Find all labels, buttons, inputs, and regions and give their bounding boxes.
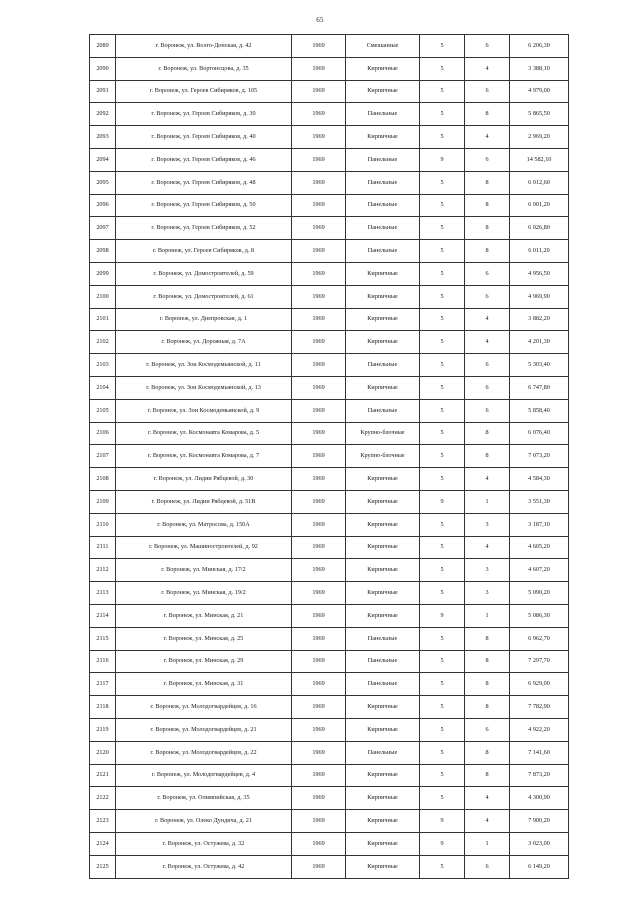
floors-cell: 5 xyxy=(420,855,465,878)
wall-material-cell: Кирпичные xyxy=(346,331,420,354)
area-cell: 3 388,10 xyxy=(510,57,569,80)
row-number-cell: 2121 xyxy=(90,764,116,787)
address-cell: г. Воронеж, ул. Героев Сибиряков, д. 52 xyxy=(116,217,292,240)
wall-material-cell: Панельные xyxy=(346,399,420,422)
floors-cell: 5 xyxy=(420,103,465,126)
floors-cell: 5 xyxy=(420,422,465,445)
entrances-cell: 8 xyxy=(465,445,510,468)
table-row xyxy=(90,103,569,126)
floors-cell: 5 xyxy=(420,262,465,285)
row-number-cell: 2119 xyxy=(90,718,116,741)
year-built-cell: 1969 xyxy=(292,468,346,491)
table-row xyxy=(90,810,569,833)
year-built-cell: 1969 xyxy=(292,582,346,605)
year-built-cell: 1969 xyxy=(292,696,346,719)
table-row xyxy=(90,194,569,217)
page-number: 65 xyxy=(316,16,324,24)
wall-material-cell: Кирпичные xyxy=(346,126,420,149)
area-cell: 6 149,20 xyxy=(510,855,569,878)
address-cell: г. Воронеж, ул. Домостроителей, д. 59 xyxy=(116,262,292,285)
floors-cell: 9 xyxy=(420,148,465,171)
wall-material-cell: Кирпичные xyxy=(346,855,420,878)
year-built-cell: 1969 xyxy=(292,445,346,468)
table-row xyxy=(90,217,569,240)
year-built-cell: 1969 xyxy=(292,787,346,810)
table-row xyxy=(90,513,569,536)
floors-cell: 5 xyxy=(420,331,465,354)
address-cell: г. Воронеж, ул. Вортонсцова, д. 35 xyxy=(116,57,292,80)
row-number-cell: 2111 xyxy=(90,536,116,559)
address-cell: г. Воронеж, ул. Минская, д. 25 xyxy=(116,627,292,650)
year-built-cell: 1969 xyxy=(292,240,346,263)
area-cell: 7 873,20 xyxy=(510,764,569,787)
table-row xyxy=(90,468,569,491)
entrances-cell: 6 xyxy=(465,80,510,103)
entrances-cell: 3 xyxy=(465,582,510,605)
year-built-cell: 1969 xyxy=(292,399,346,422)
area-cell: 7 782,90 xyxy=(510,696,569,719)
wall-material-cell: Кирпичные xyxy=(346,832,420,855)
year-built-cell: 1969 xyxy=(292,331,346,354)
area-cell: 2 969,20 xyxy=(510,126,569,149)
table-row xyxy=(90,126,569,149)
table-row xyxy=(90,445,569,468)
wall-material-cell: Панельные xyxy=(346,673,420,696)
row-number-cell: 2104 xyxy=(90,376,116,399)
entrances-cell: 4 xyxy=(465,331,510,354)
row-number-cell: 2103 xyxy=(90,354,116,377)
year-built-cell: 1969 xyxy=(292,285,346,308)
wall-material-cell: Кирпичные xyxy=(346,490,420,513)
row-number-cell: 2105 xyxy=(90,399,116,422)
year-built-cell: 1969 xyxy=(292,627,346,650)
table-row xyxy=(90,673,569,696)
row-number-cell: 2117 xyxy=(90,673,116,696)
wall-material-cell: Кирпичные xyxy=(346,696,420,719)
wall-material-cell: Кирпичные xyxy=(346,764,420,787)
wall-material-cell: Кирпичные xyxy=(346,80,420,103)
row-number-cell: 2112 xyxy=(90,559,116,582)
address-cell: г. Воронеж, ул. Олимпийская, д. 35 xyxy=(116,787,292,810)
address-cell: г. Воронеж, ул. Героев Сибиряков, д. 105 xyxy=(116,80,292,103)
table-row xyxy=(90,696,569,719)
wall-material-cell: Панельные xyxy=(346,354,420,377)
row-number-cell: 2098 xyxy=(90,240,116,263)
area-cell: 3 551,30 xyxy=(510,490,569,513)
housing-registry-table xyxy=(89,34,569,879)
row-number-cell: 2107 xyxy=(90,445,116,468)
address-cell: г. Воронеж, ул. Молодогвардейцев, д. 16 xyxy=(116,696,292,719)
row-number-cell: 2096 xyxy=(90,194,116,217)
year-built-cell: 1969 xyxy=(292,650,346,673)
floors-cell: 5 xyxy=(420,285,465,308)
table-row xyxy=(90,718,569,741)
address-cell: г. Воронеж, ул. Молодогвардейцев, д. 21 xyxy=(116,718,292,741)
address-cell: г. Воронеж, ул. Героев Сибиряков, д. 30 xyxy=(116,103,292,126)
wall-material-cell: Панельные xyxy=(346,103,420,126)
floors-cell: 5 xyxy=(420,696,465,719)
address-cell: г. Воронеж, ул. Зои Космодемьянской, д. 9 xyxy=(116,399,292,422)
wall-material-cell: Кирпичные xyxy=(346,285,420,308)
address-cell: г. Воронеж, ул. Домостроителей, д. 61 xyxy=(116,285,292,308)
table-row xyxy=(90,490,569,513)
floors-cell: 9 xyxy=(420,604,465,627)
year-built-cell: 1969 xyxy=(292,376,346,399)
floors-cell: 5 xyxy=(420,376,465,399)
wall-material-cell: Кирпичные xyxy=(346,57,420,80)
year-built-cell: 1969 xyxy=(292,855,346,878)
address-cell: г. Воронеж, ул. Героев Сибиряков, д. 8 xyxy=(116,240,292,263)
address-cell: г. Воронеж, ул. Героев Сибиряков, д. 48 xyxy=(116,171,292,194)
entrances-cell: 4 xyxy=(465,57,510,80)
entrances-cell: 8 xyxy=(465,422,510,445)
floors-cell: 5 xyxy=(420,741,465,764)
address-cell: г. Воронеж, ул. Героев Сибиряков, д. 40 xyxy=(116,126,292,149)
wall-material-cell: Панельные xyxy=(346,148,420,171)
address-cell: г. Воронеж, ул. Днепровская, д. 1 xyxy=(116,308,292,331)
entrances-cell: 1 xyxy=(465,490,510,513)
address-cell: г. Воронеж, ул. Зои Космодемьянской, д. 11 xyxy=(116,354,292,377)
table-row xyxy=(90,240,569,263)
area-cell: 4 956,50 xyxy=(510,262,569,285)
address-cell: г. Воронеж, ул. Лидии Рябцевой, д. 51В xyxy=(116,490,292,513)
row-number-cell: 2099 xyxy=(90,262,116,285)
entrances-cell: 4 xyxy=(465,787,510,810)
table-row xyxy=(90,422,569,445)
row-number-cell: 2089 xyxy=(90,35,116,58)
row-number-cell: 2116 xyxy=(90,650,116,673)
table-row xyxy=(90,148,569,171)
address-cell: г. Воронеж, ул. Минская, д. 17/2 xyxy=(116,559,292,582)
year-built-cell: 1969 xyxy=(292,513,346,536)
entrances-cell: 8 xyxy=(465,217,510,240)
area-cell: 4 922,20 xyxy=(510,718,569,741)
entrances-cell: 1 xyxy=(465,604,510,627)
table-row xyxy=(90,741,569,764)
area-cell: 5 858,40 xyxy=(510,399,569,422)
table-row xyxy=(90,604,569,627)
wall-material-cell: Смешанные xyxy=(346,35,420,58)
wall-material-cell: Кирпичные xyxy=(346,262,420,285)
wall-material-cell: Кирпичные xyxy=(346,718,420,741)
address-cell: г. Воронеж, ул. Лидии Рябцевой, д. 30 xyxy=(116,468,292,491)
year-built-cell: 1969 xyxy=(292,171,346,194)
table-row xyxy=(90,582,569,605)
year-built-cell: 1969 xyxy=(292,262,346,285)
area-cell: 14 582,10 xyxy=(510,148,569,171)
table-row xyxy=(90,354,569,377)
address-cell: г. Воронеж, ул. Минская, д. 21 xyxy=(116,604,292,627)
address-cell: г. Воронеж, ул. Героев Сибиряков, д. 50 xyxy=(116,194,292,217)
table-row xyxy=(90,399,569,422)
address-cell: г. Воронеж, ул. Минская, д. 29 xyxy=(116,650,292,673)
floors-cell: 5 xyxy=(420,35,465,58)
year-built-cell: 1969 xyxy=(292,422,346,445)
address-cell: г. Воронеж, ул. Остужева, д. 32 xyxy=(116,832,292,855)
entrances-cell: 6 xyxy=(465,262,510,285)
entrances-cell: 1 xyxy=(465,832,510,855)
area-cell: 4 584,30 xyxy=(510,468,569,491)
floors-cell: 5 xyxy=(420,171,465,194)
table-row xyxy=(90,559,569,582)
area-cell: 3 882,20 xyxy=(510,308,569,331)
wall-material-cell: Кирпичные xyxy=(346,604,420,627)
year-built-cell: 1969 xyxy=(292,604,346,627)
entrances-cell: 8 xyxy=(465,194,510,217)
row-number-cell: 2100 xyxy=(90,285,116,308)
table-row xyxy=(90,832,569,855)
entrances-cell: 6 xyxy=(465,718,510,741)
address-cell: г. Воронеж, ул. Волго-Донская, д. 42 xyxy=(116,35,292,58)
address-cell: г. Воронеж, ул. Зои Космодемьянской, д. 13 xyxy=(116,376,292,399)
row-number-cell: 2115 xyxy=(90,627,116,650)
year-built-cell: 1969 xyxy=(292,103,346,126)
table-row xyxy=(90,787,569,810)
area-cell: 6 011,20 xyxy=(510,240,569,263)
area-cell: 7 297,70 xyxy=(510,650,569,673)
row-number-cell: 2108 xyxy=(90,468,116,491)
entrances-cell: 6 xyxy=(465,855,510,878)
entrances-cell: 8 xyxy=(465,650,510,673)
entrances-cell: 8 xyxy=(465,627,510,650)
row-number-cell: 2125 xyxy=(90,855,116,878)
table-row xyxy=(90,376,569,399)
table-row xyxy=(90,285,569,308)
row-number-cell: 2109 xyxy=(90,490,116,513)
address-cell: г. Воронеж, ул. Матросова, д. 150А xyxy=(116,513,292,536)
floors-cell: 5 xyxy=(420,354,465,377)
row-number-cell: 2114 xyxy=(90,604,116,627)
area-cell: 6 962,70 xyxy=(510,627,569,650)
floors-cell: 5 xyxy=(420,399,465,422)
floors-cell: 5 xyxy=(420,57,465,80)
wall-material-cell: Панельные xyxy=(346,741,420,764)
row-number-cell: 2092 xyxy=(90,103,116,126)
entrances-cell: 3 xyxy=(465,559,510,582)
wall-material-cell: Кирпичные xyxy=(346,787,420,810)
floors-cell: 5 xyxy=(420,582,465,605)
year-built-cell: 1969 xyxy=(292,832,346,855)
row-number-cell: 2118 xyxy=(90,696,116,719)
row-number-cell: 2102 xyxy=(90,331,116,354)
table-row xyxy=(90,80,569,103)
entrances-cell: 6 xyxy=(465,354,510,377)
row-number-cell: 2090 xyxy=(90,57,116,80)
row-number-cell: 2093 xyxy=(90,126,116,149)
row-number-cell: 2124 xyxy=(90,832,116,855)
floors-cell: 5 xyxy=(420,468,465,491)
entrances-cell: 6 xyxy=(465,285,510,308)
table-row xyxy=(90,536,569,559)
wall-material-cell: Панельные xyxy=(346,240,420,263)
address-cell: г. Воронеж, ул. Дорожная, д. 7А xyxy=(116,331,292,354)
area-cell: 7 141,60 xyxy=(510,741,569,764)
year-built-cell: 1969 xyxy=(292,718,346,741)
table-row xyxy=(90,262,569,285)
floors-cell: 9 xyxy=(420,490,465,513)
area-cell: 7 073,20 xyxy=(510,445,569,468)
area-cell: 5 090,20 xyxy=(510,582,569,605)
row-number-cell: 2113 xyxy=(90,582,116,605)
area-cell: 5 086,30 xyxy=(510,604,569,627)
entrances-cell: 8 xyxy=(465,171,510,194)
table-row xyxy=(90,171,569,194)
row-number-cell: 2095 xyxy=(90,171,116,194)
wall-material-cell: Кирпичные xyxy=(346,559,420,582)
floors-cell: 5 xyxy=(420,445,465,468)
entrances-cell: 8 xyxy=(465,103,510,126)
floors-cell: 5 xyxy=(420,673,465,696)
area-cell: 6 012,60 xyxy=(510,171,569,194)
entrances-cell: 3 xyxy=(465,513,510,536)
floors-cell: 5 xyxy=(420,559,465,582)
floors-cell: 5 xyxy=(420,718,465,741)
wall-material-cell: Панельные xyxy=(346,627,420,650)
floors-cell: 5 xyxy=(420,194,465,217)
wall-material-cell: Кирпичные xyxy=(346,308,420,331)
year-built-cell: 1969 xyxy=(292,741,346,764)
floors-cell: 5 xyxy=(420,787,465,810)
table-row xyxy=(90,764,569,787)
area-cell: 4 300,90 xyxy=(510,787,569,810)
year-built-cell: 1969 xyxy=(292,810,346,833)
entrances-cell: 6 xyxy=(465,399,510,422)
floors-cell: 9 xyxy=(420,810,465,833)
wall-material-cell: Панельные xyxy=(346,171,420,194)
area-cell: 3 187,10 xyxy=(510,513,569,536)
address-cell: г. Воронеж, ул. Машиностроителей, д. 92 xyxy=(116,536,292,559)
floors-cell: 5 xyxy=(420,217,465,240)
address-cell: г. Воронеж, ул. Минская, д. 31 xyxy=(116,673,292,696)
row-number-cell: 2123 xyxy=(90,810,116,833)
table-body xyxy=(90,35,569,879)
floors-cell: 5 xyxy=(420,627,465,650)
year-built-cell: 1969 xyxy=(292,308,346,331)
area-cell: 6 076,40 xyxy=(510,422,569,445)
address-cell: г. Воронеж, ул. Космонавта Комарова, д. 5 xyxy=(116,422,292,445)
entrances-cell: 4 xyxy=(465,468,510,491)
wall-material-cell: Панельные xyxy=(346,194,420,217)
table-row xyxy=(90,308,569,331)
row-number-cell: 2106 xyxy=(90,422,116,445)
row-number-cell: 2097 xyxy=(90,217,116,240)
floors-cell: 5 xyxy=(420,650,465,673)
entrances-cell: 8 xyxy=(465,741,510,764)
area-cell: 7 900,20 xyxy=(510,810,569,833)
floors-cell: 5 xyxy=(420,80,465,103)
row-number-cell: 2110 xyxy=(90,513,116,536)
wall-material-cell: Кирпичные xyxy=(346,810,420,833)
year-built-cell: 1969 xyxy=(292,673,346,696)
table-row xyxy=(90,57,569,80)
year-built-cell: 1969 xyxy=(292,217,346,240)
entrances-cell: 6 xyxy=(465,148,510,171)
area-cell: 4 201,30 xyxy=(510,331,569,354)
year-built-cell: 1969 xyxy=(292,559,346,582)
address-cell: г. Воронеж, ул. Остужева, д. 42 xyxy=(116,855,292,878)
wall-material-cell: Кирпичные xyxy=(346,582,420,605)
entrances-cell: 6 xyxy=(465,35,510,58)
row-number-cell: 2094 xyxy=(90,148,116,171)
floors-cell: 5 xyxy=(420,308,465,331)
table-row xyxy=(90,331,569,354)
wall-material-cell: Крупно-блочные xyxy=(346,445,420,468)
floors-cell: 9 xyxy=(420,832,465,855)
entrances-cell: 4 xyxy=(465,810,510,833)
entrances-cell: 4 xyxy=(465,126,510,149)
entrances-cell: 8 xyxy=(465,240,510,263)
entrances-cell: 8 xyxy=(465,673,510,696)
area-cell: 4 969,90 xyxy=(510,285,569,308)
area-cell: 5 865,50 xyxy=(510,103,569,126)
table-row xyxy=(90,627,569,650)
floors-cell: 5 xyxy=(420,764,465,787)
wall-material-cell: Кирпичные xyxy=(346,468,420,491)
year-built-cell: 1969 xyxy=(292,536,346,559)
entrances-cell: 4 xyxy=(465,308,510,331)
area-cell: 6 929,00 xyxy=(510,673,569,696)
wall-material-cell: Крупно-блочные xyxy=(346,422,420,445)
address-cell: г. Воронеж, ул. Минская, д. 19/2 xyxy=(116,582,292,605)
year-built-cell: 1969 xyxy=(292,148,346,171)
year-built-cell: 1969 xyxy=(292,126,346,149)
floors-cell: 5 xyxy=(420,536,465,559)
floors-cell: 5 xyxy=(420,513,465,536)
wall-material-cell: Кирпичные xyxy=(346,376,420,399)
area-cell: 3 023,00 xyxy=(510,832,569,855)
area-cell: 4 607,20 xyxy=(510,559,569,582)
entrances-cell: 8 xyxy=(465,764,510,787)
address-cell: г. Воронеж, ул. Олеко Дундича, д. 21 xyxy=(116,810,292,833)
wall-material-cell: Панельные xyxy=(346,217,420,240)
address-cell: г. Воронеж, ул. Космонавта Комарова, д. 7 xyxy=(116,445,292,468)
row-number-cell: 2101 xyxy=(90,308,116,331)
address-cell: г. Воронеж, ул. Молодогвардейцев, д. 22 xyxy=(116,741,292,764)
wall-material-cell: Кирпичные xyxy=(346,536,420,559)
wall-material-cell: Кирпичные xyxy=(346,513,420,536)
year-built-cell: 1969 xyxy=(292,764,346,787)
area-cell: 6 001,20 xyxy=(510,194,569,217)
area-cell: 6 206,30 xyxy=(510,35,569,58)
row-number-cell: 2091 xyxy=(90,80,116,103)
entrances-cell: 6 xyxy=(465,376,510,399)
year-built-cell: 1969 xyxy=(292,80,346,103)
row-number-cell: 2120 xyxy=(90,741,116,764)
area-cell: 4 979,00 xyxy=(510,80,569,103)
area-cell: 6 026,80 xyxy=(510,217,569,240)
year-built-cell: 1969 xyxy=(292,490,346,513)
floors-cell: 5 xyxy=(420,126,465,149)
row-number-cell: 2122 xyxy=(90,787,116,810)
year-built-cell: 1969 xyxy=(292,354,346,377)
area-cell: 5 303,40 xyxy=(510,354,569,377)
year-built-cell: 1969 xyxy=(292,35,346,58)
area-cell: 4 605,20 xyxy=(510,536,569,559)
entrances-cell: 4 xyxy=(465,536,510,559)
entrances-cell: 8 xyxy=(465,696,510,719)
wall-material-cell: Панельные xyxy=(346,650,420,673)
address-cell: г. Воронеж, ул. Молодогвардейцев, д. 4 xyxy=(116,764,292,787)
year-built-cell: 1969 xyxy=(292,194,346,217)
floors-cell: 5 xyxy=(420,240,465,263)
table-row xyxy=(90,650,569,673)
address-cell: г. Воронеж, ул. Героев Сибиряков, д. 46 xyxy=(116,148,292,171)
table-row xyxy=(90,855,569,878)
year-built-cell: 1969 xyxy=(292,57,346,80)
table-row xyxy=(90,35,569,58)
area-cell: 6 747,80 xyxy=(510,376,569,399)
